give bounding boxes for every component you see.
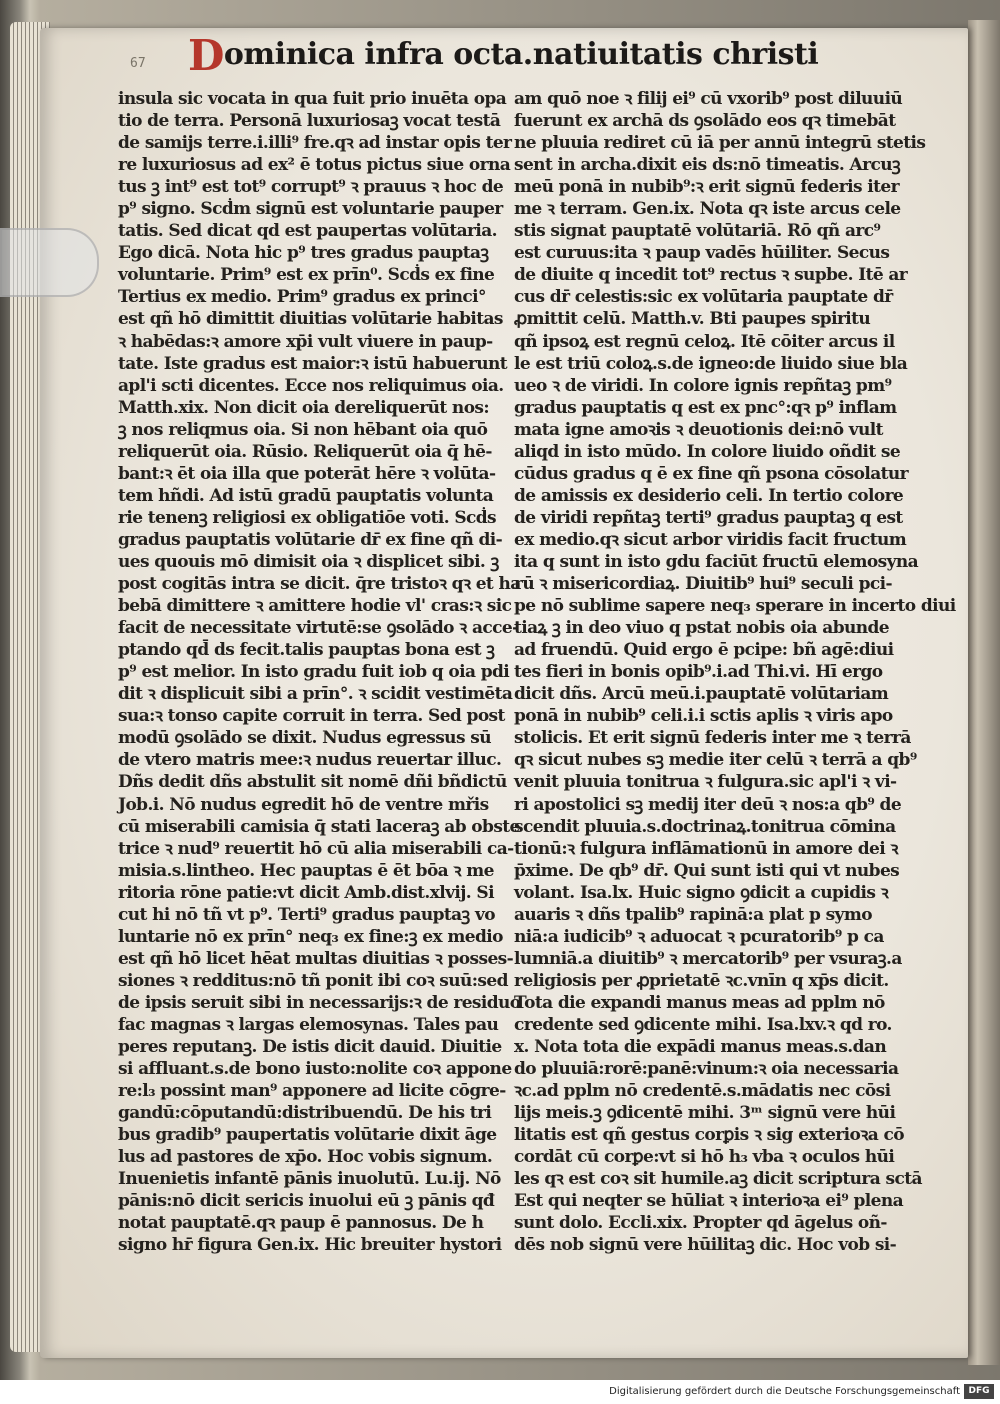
text-line: cus dr̄ celestis:sic ex volūtaria pauptate dr̄ [514, 287, 893, 308]
text-line: de diuite q incedit tot⁹ rectus ꝛ supbe. Itē ar [514, 265, 908, 286]
text-line: x. Nota tota die expādi manus meas.s.dan [514, 1037, 887, 1058]
text-line: luntarie nō ex prīn° neq₃ ex fine:ꝫ ex medio [118, 926, 503, 947]
text-line: reliquerūt oia. Rūsio. Reliquerūt oia q̄ hē- [118, 441, 492, 462]
text-line: stis signat pauptatē volūtariā. Rō qñ arc⁹ [514, 221, 881, 242]
text-line: trice ꝛ nud⁹ reuertit hō cū alia miserabili ca- [118, 838, 514, 859]
text-line: tatis. Sed dicat qd est paupertas volūtaria. [118, 221, 497, 242]
text-line: de amissis ex desiderio celi. In tertio colore [514, 485, 904, 506]
right-column [514, 88, 956, 1256]
page-title [188, 31, 819, 80]
text-line: misia.s.lintheo. Hec pauptas ē ēt bōa ꝛ me [118, 860, 494, 881]
text-line: apl'i scti dicentes. Ecce nos reliquimus oia. [118, 375, 504, 396]
text-line: ꝓmittit celū. Matth.v. Bti paupes spiritu [514, 309, 871, 330]
text-line: notat pauptatē.qꝛ paup ē pannosus. De h [118, 1213, 484, 1234]
text-line: tate. Iste gradus est maior:ꝛ istū habuerunt [118, 353, 507, 374]
text-line: stolicis. Et erit signū federis inter me ꝛ terrā [514, 728, 911, 749]
text-line: dēs nob signū vere hūilitaꝫ dic. Hoc vob si- [514, 1235, 897, 1256]
text-line: bus gradib⁹ paupertatis volūtarie dixit āge [118, 1125, 497, 1146]
text-line: Ego dicā. Nota hic p⁹ tres gradus pauptaꝫ [118, 243, 489, 264]
text-line: venit pluuia tonitrua ꝛ fulgura.sic apl'i ꝛ vi- [514, 772, 897, 793]
text-line: re:l₃ possint man⁹ apponere ad licite cōgre- [118, 1081, 506, 1102]
text-line: Job.i. Nō nudus egredit hō de ventre mřis [118, 794, 489, 815]
title-text: ominica infra octa.natiuitatis christi [223, 37, 819, 72]
text-line: tionū:ꝛ fulgura inflāmationū in amore dei ꝛ [514, 838, 898, 859]
text-line: meū ponā in nubib⁹:ꝛ erit signū federis iter [514, 177, 899, 198]
text-line: p⁹ est melior. In isto gradu fuit iob q oia pdi [118, 662, 510, 683]
text-line: peres reputanꝫ. De istis dicit dauid. Diuitie [118, 1037, 502, 1058]
text-line: insula sic vocata in qua fuit prio inuēta opa [118, 89, 507, 109]
text-line: ꝛ habēdas:ꝛ amore xp̄i vult viuere in paup- [118, 331, 493, 352]
text-line: pe nō sublime sapere neq₃ sperare in incerto diui [514, 596, 956, 617]
text-line: litatis est qñ gestus corꝑis ꝛ sig exterioꝛa cō [514, 1125, 904, 1146]
text-line: bant:ꝛ ēt oia illa que poterāt hēre ꝛ volūta- [118, 463, 496, 484]
text-line: de viridi repñtaꝫ terti⁹ gradus pauptaꝫ q est [514, 507, 903, 528]
text-line: de samijs terre.i.illi⁹ fre.qꝛ ad instar opis ter [118, 133, 512, 154]
text-line: ꝫ nos reliqmus oia. Si non hēbant oia quō [118, 419, 488, 440]
text-line: ex medio.qꝛ sicut arbor viridis facit fructum [514, 529, 907, 550]
folio-mark: 67 [130, 56, 146, 71]
text-line: ne pluuia rediret cū iā per annū integrū stetis [514, 133, 926, 154]
text-line: ri apostolici sꝫ medij iter deū ꝛ nos:a qb⁹ de [514, 794, 902, 815]
text-line: cordāt cū corꝑe:vt si hō h₃ vba ꝛ oculos hūi [514, 1147, 895, 1168]
text-line: Tota die expandi manus meas ad pplm nō [514, 992, 885, 1013]
text-line: credente sed ꝯdicente mihi. Isa.lxv.ꝛ qd ro. [514, 1014, 892, 1035]
text-line: modū ꝯsolādo se dixit. Nudus egressus sū [118, 728, 491, 749]
text-line: scendit pluuia.s.doctrinaꝝ.tonitrua cōmina [514, 816, 896, 837]
text-line: le est triū coloꝝ.s.de igneo:de liuido siue bla [514, 353, 908, 374]
text-line: de ipsis seruit sibi in necessarijs:ꝛ de residuo [118, 992, 521, 1013]
text-line: ponā in nubib⁹ celi.i.i sctis aplis ꝛ viris apo [514, 706, 893, 727]
text-line: tus ꝫ int⁹ est tot⁹ corrupt⁹ ꝛ prauus ꝛ hoc de [118, 177, 504, 198]
text-line: re luxuriosus ad ex² ē totus pictus siue orna [118, 155, 511, 176]
text-line: sua:ꝛ tonso capite corruit in terra. Sed post [118, 706, 505, 727]
left-column [118, 88, 521, 1256]
text-line: Dñs dedit dñs abstulit sit nomē dñi bñdictū [118, 772, 507, 793]
text-line: bebā dimittere ꝛ amittere hodie vl' cras:ꝛ sic [118, 596, 512, 617]
text-line: mata igne amoꝛis ꝛ deuotionis dei:nō vult [514, 419, 883, 440]
text-line: si affluant.s.de bono iusto:nolite coꝛ appone [118, 1059, 512, 1080]
text-line: Matth.xix. Non dicit oia dereliquerūt nos: [118, 397, 490, 418]
book-cover-edge [968, 20, 1000, 1365]
text-line: ptando qd̄ ds fecit.talis pauptas bona est ꝫ [118, 640, 495, 661]
text-line: qꝛ sicut nubes sꝫ medie iter celū ꝛ terrā a qb⁹ [514, 750, 917, 771]
text-line: tio de terra. Personā luxuriosaꝫ vocat testā [118, 111, 501, 132]
text-line: me ꝛ terram. Gen.ix. Nota qꝛ iste arcus cele [514, 199, 901, 220]
text-line: Est qui neqter se hūliat ꝛ interioꝛa ei⁹ plena [514, 1191, 904, 1212]
text-line: post cogitās intra se dicit. q̄re tristoꝛ qꝛ et ha [118, 574, 521, 595]
text-line: lijs meis.ꝫ ꝯdicentē mihi. 3ᵐ signū vere hūi [514, 1103, 896, 1124]
text-line: facit de necessitate virtutē:se ꝯsolādo ꝛ acce- [118, 618, 519, 639]
text-line: p⁹ signo. Scḋm signū est voluntarie pauper [118, 199, 503, 220]
text-line: qñ ipsoꝝ est regnū celoꝝ. Itē cōiter arcus il [514, 331, 895, 352]
text-line: religiosis per ꝓprietatē ꝛc.vnīn q xp̄s dicit. [514, 970, 889, 991]
text-line: de vtero matris mee:ꝛ nudus reuertar illuc. [118, 750, 502, 771]
text-line: niā:a iudicib⁹ ꝛ aduocat ꝛ pcuratorib⁹ p ca [514, 926, 884, 947]
dfg-logo: DFG [964, 1384, 994, 1399]
funding-notice: Digitalisierung gefördert durch die Deutsche Forschungsgemeinschaft [609, 1386, 960, 1397]
text-line: est curuus:ita ꝛ paup vadēs hūiliter. Secus [514, 243, 890, 264]
text-line: volant. Isa.lx. Huic signo ꝯdicit a cupidis ꝛ [514, 882, 889, 903]
text-line: fuerunt ex archā ds ꝯsolādo eos qꝛ timebāt [514, 111, 896, 132]
text-line: lus ad pastores de xp̄o. Hoc vobis signum. [118, 1147, 493, 1168]
text-line: ita q sunt in isto gdu faciūt fructū elemosyna [514, 551, 919, 572]
text-line: signo hr̄ figura Gen.ix. Hic breuiter hystori [118, 1235, 502, 1256]
text-line: p̄xime. De qb⁹ dr̄. Qui sunt isti qui vt nubes [514, 860, 900, 881]
text-line: rie tenenꝫ religiosi ex obligatiōe voti. Scḋs [118, 507, 497, 528]
text-line: cut hi nō tñ vt p⁹. Terti⁹ gradus pauptaꝫ vo [118, 904, 495, 925]
text-line: est qñ hō licet hēat multas diuitias ꝛ posses- [118, 948, 514, 969]
text-line: cūdus gradus q ē ex fine qñ psona cōsolatur [514, 463, 909, 484]
text-line: aliqd in isto mūdo. In colore liuido oñdit se [514, 441, 901, 462]
text-line: do pluuiā:rorē:panē:vinum:ꝛ oia necessaria [514, 1059, 899, 1080]
text-line: am quō noe ꝛ filij ei⁹ cū vxorib⁹ post diluuiū [514, 89, 903, 109]
text-line: pānis:nō dicit sericis inuolui eū ꝫ pānis qđ [118, 1191, 495, 1212]
text-line: Inuenietis infantē pānis inuolutū. Lu.ij. Nō [118, 1169, 501, 1190]
text-line: dit ꝛ displicuit sibi a prīn°. ꝛ scidit vestimēta [118, 684, 513, 705]
text-line: dicit dñs. Arcū meū.i.pauptatē volūtariam [514, 684, 889, 705]
footer-bar [0, 1380, 1000, 1404]
text-line: sunt dolo. Eccli.xix. Propter qd āgelus oñ- [514, 1213, 887, 1234]
text-line: gradus pauptatis q est ex pnc°:qꝛ p⁹ inflam [514, 397, 897, 418]
text-line: ad fruendū. Quid ergo ē pcipe: bñ agē:diui [514, 640, 894, 661]
text-line: siones ꝛ redditus:nō tñ ponit ibi coꝛ suū:sed [118, 970, 508, 991]
text-line: ꝛc.ad pplm nō credentē.s.mādatis nec cōsi [514, 1081, 891, 1102]
text-line: les qꝛ est coꝛ sit humile.aꝫ dicit scriptura sctā [514, 1169, 922, 1190]
text-line: tes fieri in bonis opib⁹.i.ad Thi.vi. Hī ergo [514, 662, 883, 683]
text-line: ues quouis mō dimisit oia ꝛ displicet sibi. ꝫ [118, 551, 499, 572]
text-line: ritoria rōne patie:vt dicit Amb.dist.xlvij. Si [118, 882, 494, 903]
text-line: gandū:cōputandū:distribuendū. De his tri [118, 1103, 492, 1124]
text-line: lumniā.a diuitib⁹ ꝛ mercatorib⁹ per vsuraꝫ.a [514, 948, 902, 969]
text-line: gradus pauptatis volūtarie dr̄ ex fine qñ di- [118, 529, 503, 550]
text-line: cū miserabili camisia q̄ stati laceraꝫ ab obste [118, 816, 520, 837]
text-line: est qñ hō dimittit diuitias volūtarie habitas [118, 309, 503, 330]
text-line: rū ꝛ misericordiaꝝ. Diuitib⁹ hui⁹ seculi pci- [514, 574, 892, 595]
text-line: auaris ꝛ dñs tpalib⁹ rapinā:a plat p symo [514, 904, 872, 925]
rubric-initial: D [188, 31, 224, 80]
text-line: sent in archa.dixit eis ds:nō timeatis. Arcuꝫ [514, 155, 901, 176]
text-line: voluntarie. Prim⁹ est ex prīn⁰. Scḋs ex fine [118, 265, 495, 286]
text-line: tem hñdi. Ad istū gradū pauptatis volunta [118, 485, 494, 506]
text-line: Tertius ex medio. Prim⁹ gradus ex princi° [118, 287, 486, 308]
text-line: fac magnas ꝛ largas elemosynas. Tales pau [118, 1014, 499, 1035]
page-clip [0, 228, 99, 297]
text-line: tiaꝝ ꝫ in deo viuo q pstat nobis oia abunde [514, 618, 890, 639]
text-line: ueo ꝛ de viridi. In colore ignis repñtaꝫ pm⁹ [514, 375, 892, 396]
